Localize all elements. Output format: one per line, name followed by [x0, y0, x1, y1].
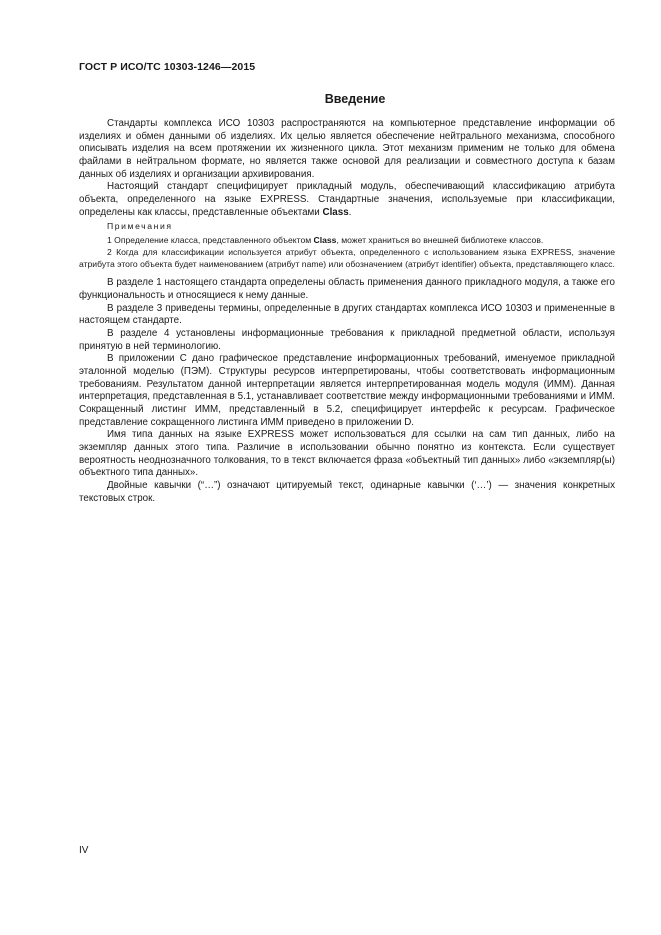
- paragraph: В приложении C дано графическое представление информационных требований, именуемое прикладной эталонной моделью (ПЭМ). Структуры ресурсов интерпретированы, чтобы соответствовать информационным требованиям. Результатом данной интерпретации является интерпретированная модель модуля (ИММ). Данная интерпретация, представленная в 5.1, устанавливает соответствие между информационными требованиями и ИММ. Сокращенный листинг ИММ, представленный в 5.2, специфицирует интерфейс к ресурсам. Графическое представление сокращенного листинга ИММ приведено в приложении D.: [79, 353, 615, 428]
- notes-heading: Примечания: [107, 221, 173, 232]
- paragraph: В разделе 3 приведены термины, определенные в других стандартах комплекса ИСО 10303 и примененные в настоящем стандарте.: [79, 302, 615, 327]
- body-text: [79, 118, 615, 505]
- paragraph: Стандарты комплекса ИСО 10303 распространяются на компьютерное представление информации об изделиях и обмен данными об изделиях. Их целью является обеспечение нейтрального механизма, способного описывать изделия на всем протяжении их жизненного цикла. Этот механизм применим не только для обмена файлами в нейтральном формате, но является также основой для реализации и совместного доступа к базам данных об изделиях и организации архивирования.: [79, 118, 615, 180]
- paragraph-text: Настоящий стандарт специфицирует прикладный модуль, обеспечивающий классификацию атрибута объекта, определенного на языке EXPRESS. Стандартные значения, используемые при классификации, определены как классы, представленные объектами: [79, 181, 615, 218]
- note-1: [79, 235, 615, 247]
- paragraph: Двойные кавычки (“…”) означают цитируемый текст, одинарные кавычки (‘…’) — значения конкретных текстовых строк.: [79, 479, 615, 504]
- note-1-class-term: Class: [313, 235, 337, 246]
- paragraph: В разделе 1 настоящего стандарта определены область применения данного прикладного модуля, а также его функциональность и относящиеся к нему данные.: [79, 277, 615, 302]
- section-title: Введение: [324, 92, 386, 106]
- paragraph: В разделе 4 установлены информационные требования к прикладной предметной области, используя принятую в ней терминологию.: [79, 328, 615, 352]
- note-1-text: 1 Определение класса, представленного объектом: [107, 235, 312, 246]
- paragraph: Имя типа данных на языке EXPRESS может использоваться для ссылки на сам тип данных, либо на экземпляр данных этого типа. Различие в использовании обычно понятно из контекста. Если существует вероятность неоднозначного толкования, то в текст включается фраза «объектный тип данных» либо «экземпляр(ы) объектного типа данных».: [79, 429, 615, 479]
- note-2: 2 Когда для классификации используется атрибут объекта, определенного с использованием языка EXPRESS, значение атрибута этого объекта будет наименованием (атрибут name) или обозначением (атрибут identifier) объекта, представляющего класс.: [79, 246, 615, 269]
- class-term: Class: [322, 206, 349, 218]
- page-number: IV: [79, 845, 89, 856]
- document-header: ГОСТ Р ИСО/ТС 10303-1246—2015: [79, 61, 256, 73]
- paragraph: Настоящий стандарт специфицирует прикладный модуль, обеспечивающий классификацию атрибута объекта, определенного на языке EXPRESS. Стандартные значения, используемые при классификации, определены как классы, представленные объектами Class.: [79, 181, 615, 218]
- notes-block: [79, 221, 615, 270]
- note-1-text-end: , может храниться во внешней библиотеке классов.: [336, 235, 544, 246]
